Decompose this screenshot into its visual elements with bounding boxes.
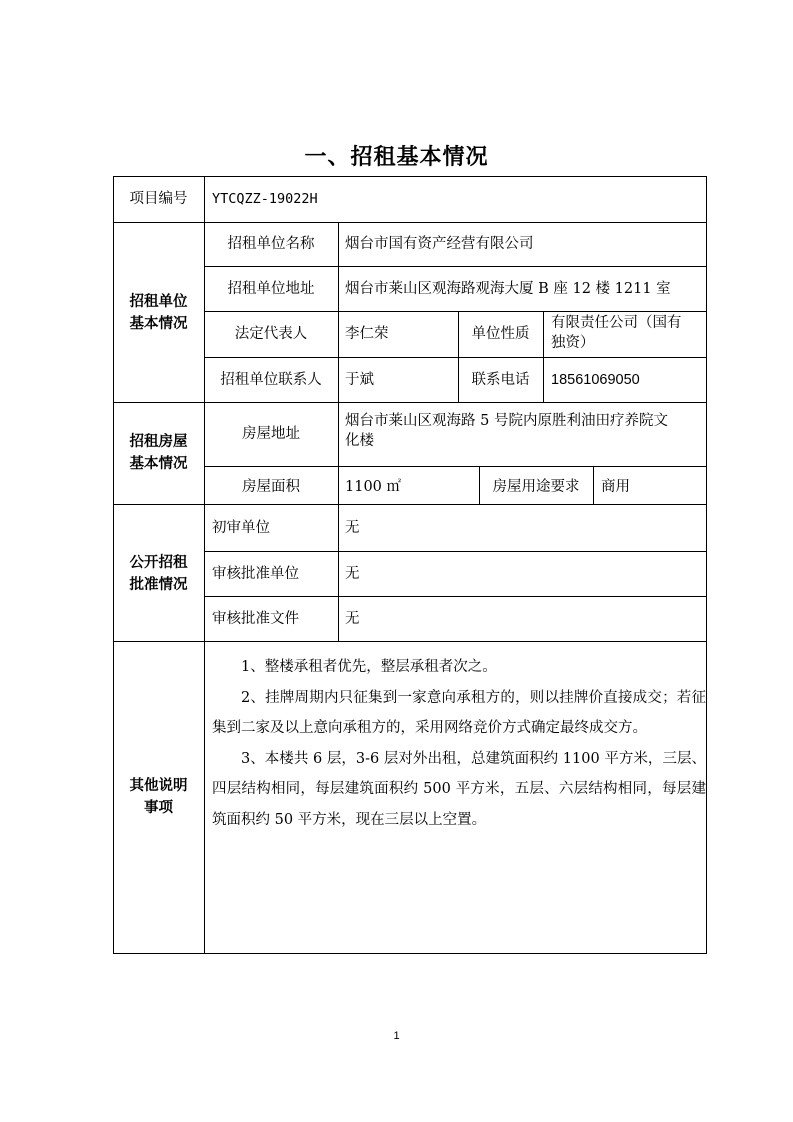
unit-nature-label: 单位性质: [471, 326, 530, 342]
other-notes: [212, 652, 706, 835]
initial-review-value: 无: [345, 520, 360, 536]
house-section-label: 招租房屋 基本情况: [129, 434, 188, 472]
project-number-value: YTCQZZ-19022H: [212, 191, 318, 207]
house-use-value: 商用: [601, 479, 630, 495]
unit-name-label: 招租单位名称: [227, 236, 315, 252]
page-title: 一、招租基本情况: [304, 145, 489, 170]
legal-rep-label: 法定代表人: [234, 326, 308, 342]
approval-unit-value: 无: [345, 566, 360, 582]
approval-file-label: 审核批准文件: [212, 611, 299, 627]
legal-rep-value: 李仁荣: [345, 326, 389, 342]
project-number-label: 项目编号: [129, 191, 188, 207]
house-area-label: 房屋面积: [242, 479, 300, 495]
phone-value: 18561069050: [551, 372, 640, 388]
contact-person-value: 于斌: [345, 372, 374, 388]
initial-review-label: 初审单位: [212, 520, 270, 536]
approval-section-label: 公开招租 批准情况: [129, 555, 188, 593]
approval-unit-label: 审核批准单位: [212, 566, 299, 582]
house-address-label: 房屋地址: [242, 426, 300, 442]
house-area-value: 1100 ㎡: [345, 479, 402, 495]
note-item-1: 1、整楼承租者优先，整层承租者次之。: [241, 659, 497, 675]
approval-file-value: 无: [345, 611, 360, 627]
note-item-2: 2、挂牌周期内只征集到一家意向承租方的，则以挂牌价直接成交；若征集到二家及以上意向承租方的，采用网络竞价方式确定最终成交方。: [212, 689, 706, 736]
house-address-value: 烟台市莱山区观海路 5 号院内原胜利油田疗养院文 化楼: [345, 413, 668, 449]
other-section-label: 其他说明 事项: [129, 778, 188, 816]
unit-address-value: 烟台市莱山区观海路观海大厦 B 座 12 楼 1211 室: [345, 281, 671, 297]
unit-name-value: 烟台市国有资产经营有限公司: [345, 236, 534, 252]
phone-label: 联系电话: [471, 372, 530, 388]
note-item-3: 3、本楼共 6 层，3-6 层对外出租，总建筑面积约 1100 平方米，三层、四层结构相同，每层建筑面积约 500 平方米，五层、六层结构相同，每层建筑面积约 50 平方米，现在三层以上空置。: [212, 750, 706, 828]
unit-address-label: 招租单位地址: [227, 281, 315, 297]
page-number: 1: [393, 1030, 400, 1042]
unit-nature-value: 有限责任公司（国有 独资）: [551, 315, 682, 351]
house-use-label: 房屋用途要求: [492, 479, 580, 495]
unit-section-label: 招租单位 基本情况: [129, 294, 188, 332]
contact-person-label: 招租单位联系人: [220, 372, 322, 388]
